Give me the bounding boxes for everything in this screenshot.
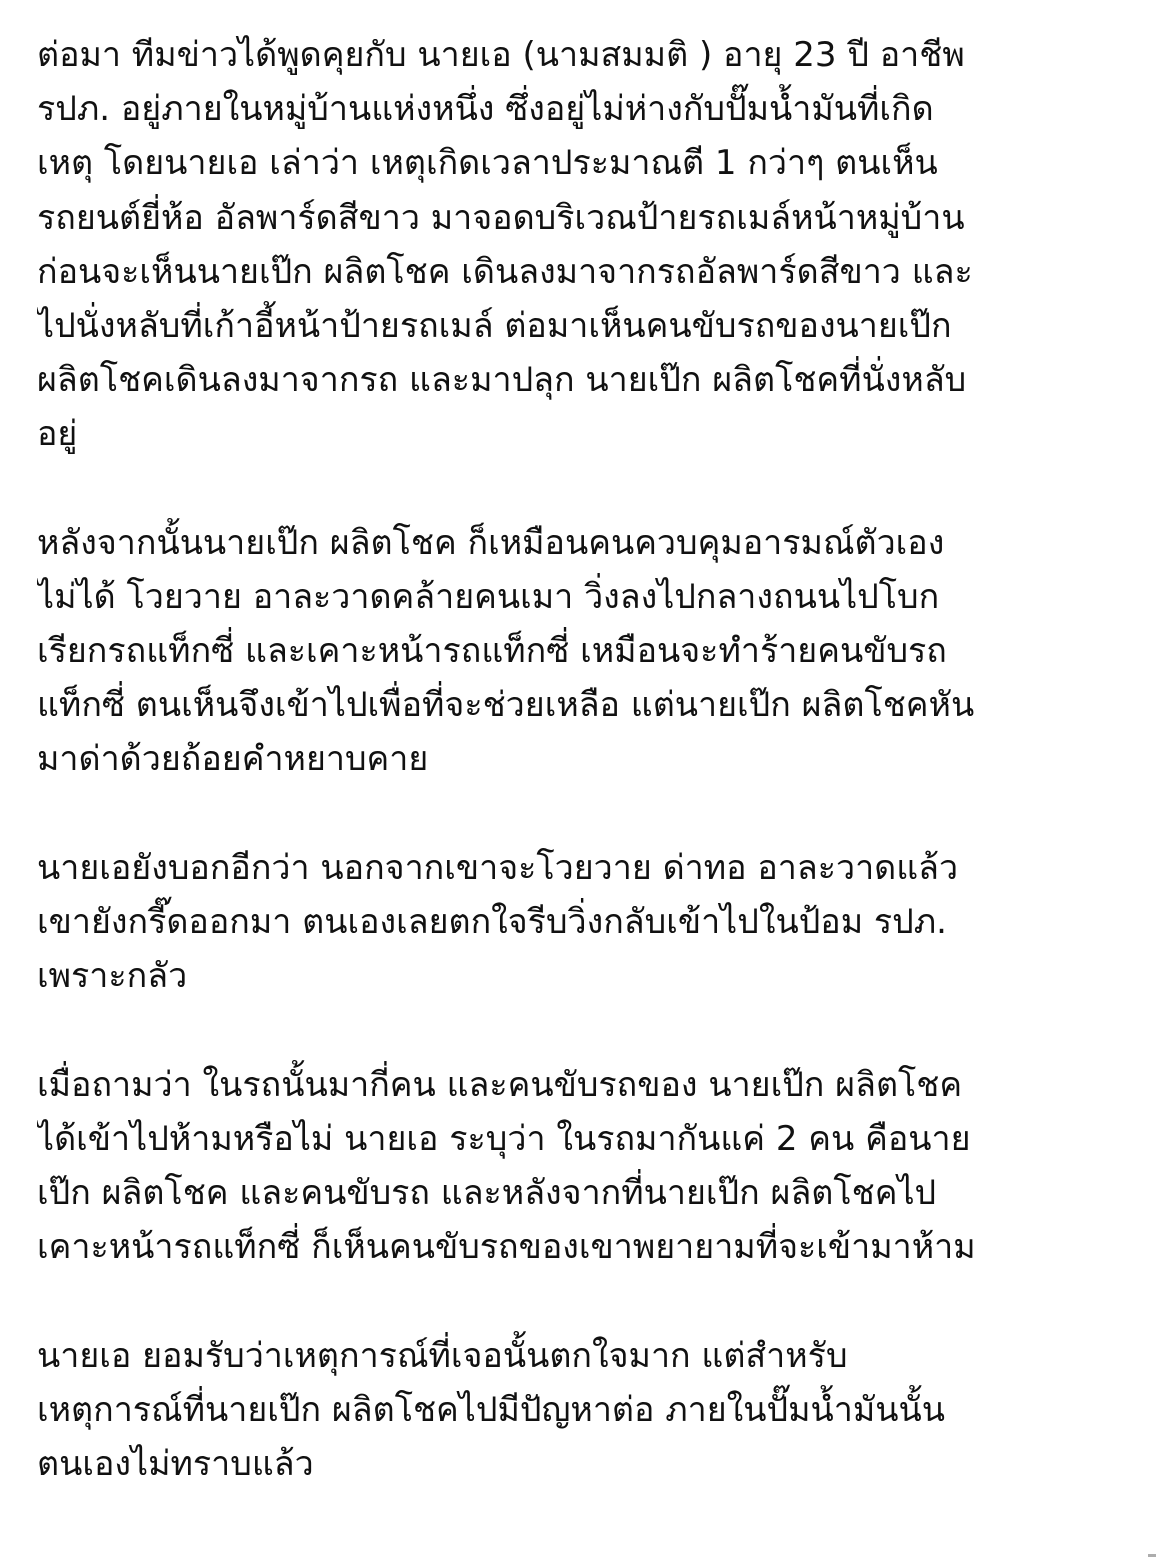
text-line: เป๊ก ผลิตโชค และคนขับรถ และหลังจากที่นายเป๊ก ผลิตโชคไป (37, 1172, 937, 1213)
text-line: เพราะกลัว (37, 956, 188, 997)
text-line: เขายังกรี๊ดออกมา ตนเองเลยตกใจรีบวิ่งกลับเข้าไปในป้อม รปภ. (37, 902, 947, 942)
text-line: นายเอยังบอกอีกว่า นอกจากเขาจะโวยวาย ด่าทอ อาละวาดแล้ว (37, 847, 959, 888)
paragraph-5 (37, 1329, 1147, 1492)
page-corner-mark (1148, 1554, 1156, 1557)
paragraph-3 (37, 841, 1147, 1004)
text-line: ต่อมา ทีมข่าวได้พูดคุยกับ นายเอ (นามสมมติ ) อายุ 23 ปี อาชีพ (37, 35, 965, 75)
text-line: ผลิตโชคเดินลงมาจากรถ และมาปลุก นายเป๊ก ผลิตโชคที่นั่งหลับ (37, 360, 967, 401)
text-line: เมื่อถามว่า ในรถนั้นมากี่คน และคนขับรถของ นายเป๊ก ผลิตโชค (37, 1064, 963, 1105)
paragraph-1 (37, 28, 1147, 462)
text-line: เหตุ โดยนายเอ เล่าว่า เหตุเกิดเวลาประมาณตี 1 กว่าๆ ตนเห็น (37, 143, 938, 184)
text-line: เรียกรถแท็กซี่ และเคาะหน้ารถแท็กซี่ เหมือนจะทำร้ายคนขับรถ (37, 631, 947, 672)
text-line: ได้เข้าไปห้ามหรือไม่ นายเอ ระบุว่า ในรถมากันแค่ 2 คน คือนาย (37, 1118, 971, 1159)
text-line: ไม่ได้ โวยวาย อาละวาดคล้ายคนเมา วิ่งลงไปกลางถนนไปโบก (37, 576, 940, 617)
paragraph-4 (37, 1058, 1147, 1275)
text-line: ก่อนจะเห็นนายเป๊ก ผลิตโชค เดินลงมาจากรถอัลพาร์ดสีขาว และ (37, 251, 973, 292)
text-line: หลังจากนั้นนายเป๊ก ผลิตโชค ก็เหมือนคนควบคุมอารมณ์ตัวเอง (37, 522, 945, 563)
article-body (37, 28, 1147, 1491)
text-line: เหตุการณ์ที่นายเป๊ก ผลิตโชคไปมีปัญหาต่อ ภายในปั๊มน้ำมันนั้น (37, 1389, 945, 1430)
text-line: รถยนต์ยี่ห้อ อัลพาร์ดสีขาว มาจอดบริเวณป้ายรถเมล์หน้าหมู่บ้าน (37, 197, 965, 238)
paragraph-spacer (37, 462, 1147, 516)
paragraph-spacer (37, 1274, 1147, 1328)
text-line: แท็กซี่ ตนเห็นจึงเข้าไปเพื่อที่จะช่วยเหลือ แต่นายเป๊ก ผลิตโชคหัน (37, 685, 975, 726)
text-line: มาด่าด้วยถ้อยคำหยาบคาย (37, 739, 429, 780)
text-line: ไปนั่งหลับที่เก้าอี้หน้าป้ายรถเมล์ ต่อมาเห็นคนขับรถของนายเป๊ก (37, 305, 952, 346)
paragraph-spacer (37, 1003, 1147, 1057)
text-line: อยู่ (37, 414, 78, 455)
text-line: นายเอ ยอมรับว่าเหตุการณ์ที่เจอนั้นตกใจมาก แต่สำหรับ (37, 1335, 848, 1376)
text-line: ตนเองไม่ทราบแล้ว (37, 1443, 314, 1484)
paragraph-spacer (37, 787, 1147, 841)
text-line: เคาะหน้ารถแท็กซี่ ก็เห็นคนขับรถของเขาพยายามที่จะเข้ามาห้าม (37, 1227, 976, 1268)
text-line: รปภ. อยู่ภายในหมู่บ้านแห่งหนึ่ง ซึ่งอยู่ไม่ห่างกับปั๊มน้ำมันที่เกิด (37, 89, 934, 130)
paragraph-2 (37, 516, 1147, 787)
